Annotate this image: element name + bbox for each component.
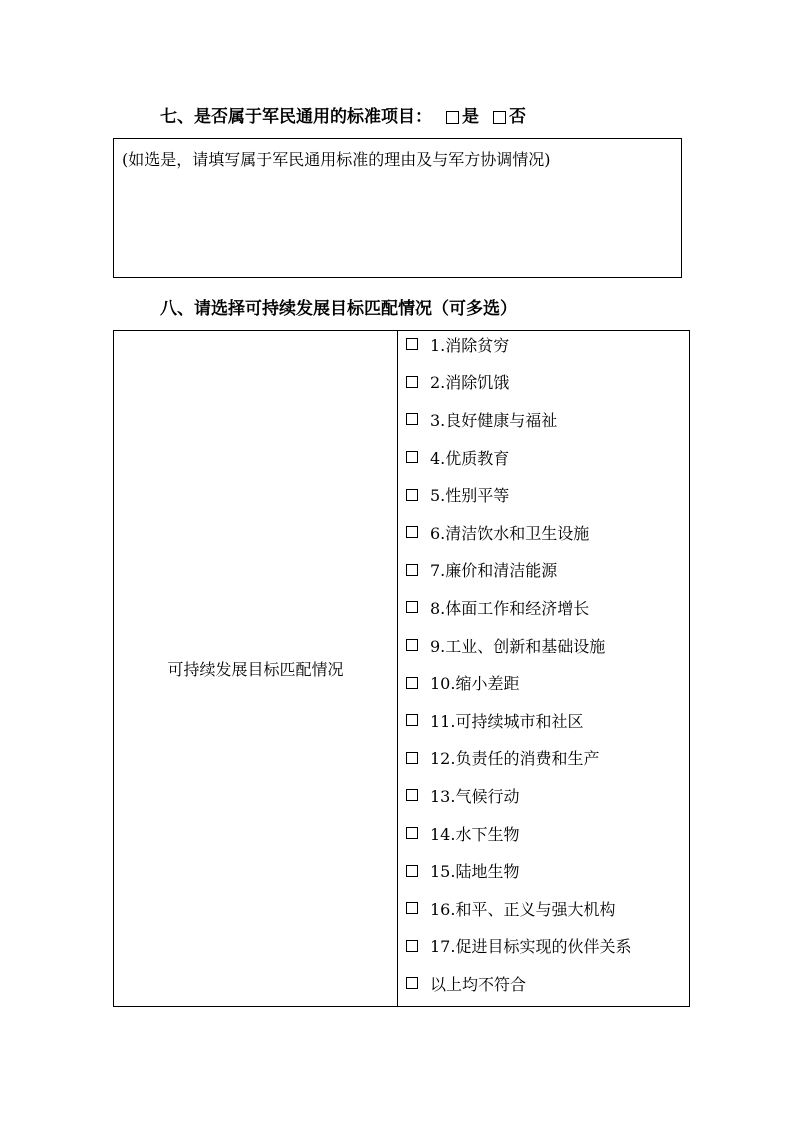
sdg-option-label: 以上均不符合 bbox=[430, 974, 527, 994]
sdg-option-label: 14.水下生物 bbox=[430, 824, 520, 844]
checkbox[interactable] bbox=[406, 677, 418, 689]
sdg-option[interactable] bbox=[406, 965, 526, 1003]
sdg-option[interactable] bbox=[406, 777, 519, 815]
checkbox[interactable] bbox=[406, 714, 418, 726]
checkbox[interactable] bbox=[406, 526, 418, 538]
sdg-option[interactable] bbox=[406, 664, 519, 702]
sdg-option[interactable] bbox=[406, 589, 589, 627]
option-no[interactable] bbox=[493, 104, 526, 130]
sdg-options-cell bbox=[398, 331, 689, 1006]
checkbox[interactable] bbox=[406, 639, 418, 651]
checkbox[interactable] bbox=[406, 338, 418, 350]
option-yes-label: 是 bbox=[462, 107, 479, 127]
sdg-option[interactable] bbox=[406, 401, 557, 439]
checkbox[interactable] bbox=[406, 940, 418, 952]
sdg-option-label: 13.气候行动 bbox=[430, 786, 520, 806]
checkbox[interactable] bbox=[406, 601, 418, 613]
checkbox[interactable] bbox=[406, 827, 418, 839]
sdg-option[interactable] bbox=[406, 363, 509, 401]
checkbox[interactable] bbox=[406, 489, 418, 501]
sdg-option[interactable] bbox=[406, 514, 589, 552]
sdg-option-label: 15.陆地生物 bbox=[430, 862, 520, 882]
checkbox[interactable] bbox=[406, 752, 418, 764]
sdg-option[interactable] bbox=[406, 476, 509, 514]
sdg-option-label: 9.工业、创新和基础设施 bbox=[430, 636, 606, 656]
dual-use-reason-note: (如选是，请填写属于军民通用标准的理由及与军方协调情况) bbox=[122, 150, 551, 169]
sdg-option[interactable] bbox=[406, 852, 519, 890]
sdg-option-label: 8.体面工作和经济增长 bbox=[430, 598, 590, 618]
sdg-option[interactable] bbox=[406, 739, 599, 777]
sdg-option[interactable] bbox=[406, 927, 631, 965]
sdg-option-label: 3.良好健康与福祉 bbox=[430, 410, 558, 430]
sdg-option[interactable] bbox=[406, 890, 615, 928]
sdg-option-label: 6.清洁饮水和卫生设施 bbox=[430, 523, 590, 543]
checkbox[interactable] bbox=[406, 789, 418, 801]
sdg-option-label: 5.性别平等 bbox=[430, 486, 510, 506]
sdg-option[interactable] bbox=[406, 438, 509, 476]
option-no-label: 否 bbox=[509, 107, 526, 127]
dual-use-reason-box[interactable] bbox=[113, 138, 682, 278]
checkbox[interactable] bbox=[406, 451, 418, 463]
checkbox[interactable] bbox=[406, 865, 418, 877]
checkbox-no[interactable] bbox=[493, 111, 506, 124]
checkbox[interactable] bbox=[406, 564, 418, 576]
sdg-option[interactable] bbox=[406, 326, 509, 364]
sdg-option-label: 17.促进目标实现的伙伴关系 bbox=[430, 937, 632, 957]
checkbox[interactable] bbox=[406, 376, 418, 388]
sdg-option[interactable] bbox=[406, 626, 605, 664]
checkbox-yes[interactable] bbox=[446, 111, 459, 124]
sdg-option-label: 10.缩小差距 bbox=[430, 674, 520, 694]
option-yes[interactable] bbox=[446, 104, 479, 130]
checkbox[interactable] bbox=[406, 413, 418, 425]
sdg-option[interactable] bbox=[406, 702, 583, 740]
section7-heading bbox=[160, 104, 526, 130]
sdg-row-label-cell bbox=[114, 331, 398, 1006]
sdg-row-label: 可持续发展目标匹配情况 bbox=[167, 660, 344, 679]
section8-heading: 八、请选择可持续发展目标匹配情况（可多选） bbox=[160, 299, 517, 319]
checkbox[interactable] bbox=[406, 902, 418, 914]
sdg-option-label: 7.廉价和清洁能源 bbox=[430, 561, 558, 581]
sdg-table bbox=[113, 330, 690, 1007]
sdg-option-label: 12.负责任的消费和生产 bbox=[430, 749, 600, 769]
sdg-option[interactable] bbox=[406, 551, 557, 589]
sdg-option-label: 2.消除饥饿 bbox=[430, 373, 510, 393]
sdg-option-label: 1.消除贫穷 bbox=[430, 335, 510, 355]
sdg-option[interactable] bbox=[406, 814, 519, 852]
checkbox[interactable] bbox=[406, 977, 418, 989]
sdg-option-label: 11.可持续城市和社区 bbox=[430, 711, 584, 731]
sdg-option-label: 16.和平、正义与强大机构 bbox=[430, 899, 616, 919]
sdg-option-label: 4.优质教育 bbox=[430, 448, 510, 468]
section7-title: 七、是否属于军民通用的标准项目： bbox=[160, 107, 432, 127]
